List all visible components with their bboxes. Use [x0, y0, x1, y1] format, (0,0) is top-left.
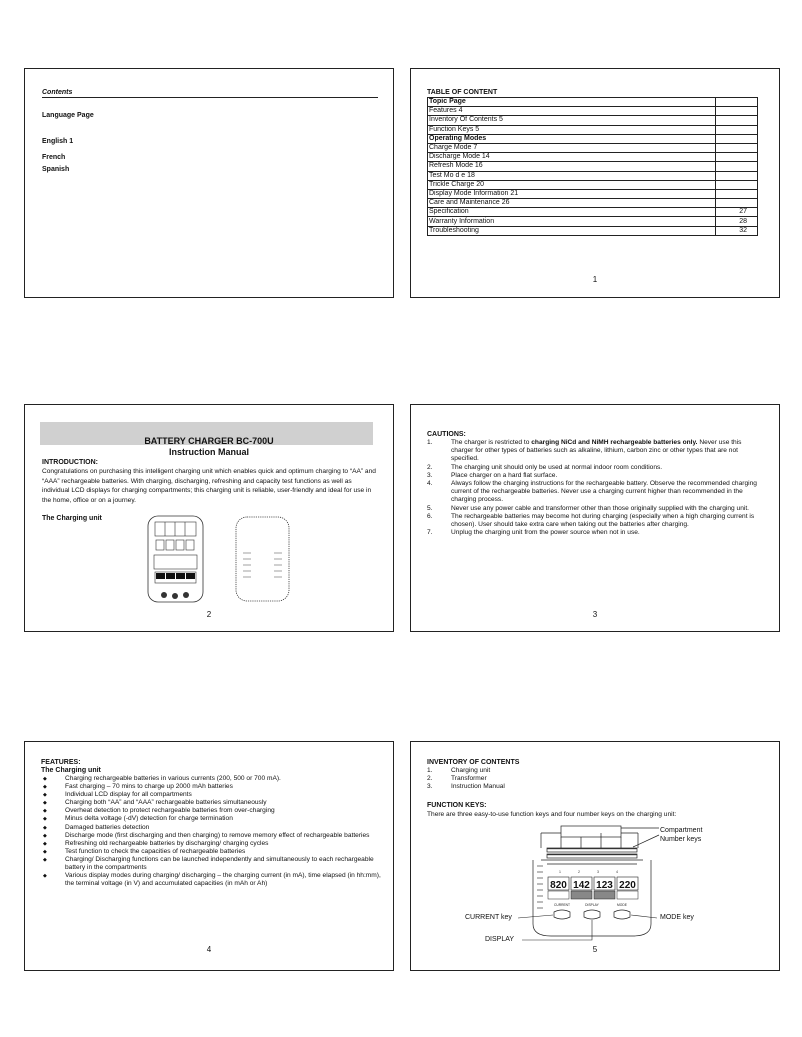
- front-panel-diagram: [411, 824, 779, 944]
- lcd-value-2: 142: [573, 880, 590, 891]
- caution-number: 1.: [427, 439, 433, 446]
- toc-row[interactable]: [428, 116, 758, 125]
- inventory-item: [427, 767, 727, 775]
- bullet-icon: ◆: [43, 776, 47, 782]
- caution-item: [427, 472, 760, 480]
- caution-text: The rechargeable batteries may become hot during charging (especially when a high charging current is chosen). User should take extra care when taking out the batteries after charging.: [451, 512, 755, 529]
- toc-row[interactable]: [428, 153, 758, 162]
- feature-text: Refreshing old rechargeable batteries by discharging/ charging cycles: [65, 839, 269, 847]
- feature-item: [41, 783, 381, 791]
- toc-entry-page: 28: [716, 217, 758, 226]
- toc-entry-label: Troubleshooting: [428, 226, 716, 235]
- caution-number: 6.: [427, 512, 433, 520]
- page-number: 2: [206, 610, 212, 619]
- manual-subtitle: Instruction Manual: [168, 447, 249, 457]
- charger-illustration: [143, 513, 293, 609]
- caution-text: The charger is restricted to: [451, 439, 532, 446]
- features-list: [41, 775, 381, 888]
- feature-text: Damaged batteries detection: [65, 823, 150, 831]
- toc-row[interactable]: [428, 134, 758, 143]
- inventory-number: 2.: [427, 775, 433, 783]
- page-number: 4: [206, 945, 212, 954]
- bullet-icon: ◆: [43, 832, 47, 839]
- toc-entry-page: [716, 180, 758, 189]
- inventory-list: [427, 767, 727, 792]
- page-features: [24, 741, 394, 971]
- toc-entry-label: Trickle Charge 20: [428, 180, 716, 189]
- caution-emphasis: charging NiCd and NiMH rechargeable batteries only.: [531, 439, 698, 446]
- toc-row[interactable]: [428, 98, 758, 107]
- key-label-display: DISPLAY: [585, 903, 599, 907]
- toc-entry-label: Function Keys 5: [428, 125, 716, 134]
- compartment-number-2: 2: [578, 870, 580, 874]
- caution-number: 2.: [427, 463, 433, 471]
- bullet-icon: ◆: [43, 800, 47, 807]
- inventory-text: Instruction Manual: [451, 783, 505, 791]
- toc-row[interactable]: [428, 162, 758, 171]
- toc-row[interactable]: [428, 217, 758, 226]
- feature-text: Test function to check the capacities of rechargeable batteries: [65, 847, 246, 855]
- bullet-icon: ◆: [43, 808, 47, 815]
- toc-entry-label: Specification: [428, 208, 716, 217]
- feature-item: [41, 832, 381, 840]
- feature-text: Charging/ Discharging functions can be launched independently and simultaneously to each rechargeable battery in the compartments: [65, 855, 374, 872]
- inventory-item: [427, 775, 727, 783]
- language-french[interactable]: French: [42, 154, 66, 161]
- language-spanish[interactable]: Spanish: [42, 166, 70, 173]
- feature-item: [41, 791, 381, 799]
- language-english[interactable]: English 1: [42, 138, 74, 145]
- caution-item: [427, 505, 760, 513]
- page-cautions: [410, 404, 780, 632]
- bullet-icon: ◆: [43, 816, 47, 823]
- key-label-current: CURRENT: [553, 903, 571, 907]
- compartment-number-4: 4: [616, 870, 618, 874]
- feature-text: Discharge mode (first discharging and then charging) to remove memory effect of rechargeable batteries: [65, 831, 370, 839]
- feature-item: [41, 815, 381, 823]
- compartment-label: Compartment: [660, 827, 703, 834]
- display-label: DISPLAY: [485, 936, 515, 943]
- intro-heading: INTRODUCTION:: [42, 459, 98, 466]
- toc-row[interactable]: [428, 208, 758, 217]
- toc-entry-label: Care and Maintenance 26: [428, 199, 716, 208]
- feature-text: Minus delta voltage (-dV) detection for charge termination: [65, 815, 233, 823]
- feature-text: Various display modes during charging/ discharging – the charging current (in mA), time elapsed (in hh:mm), the terminal voltage (in V) and accumulated capacities (in mAh or Ah): [65, 872, 381, 888]
- page-inventory: [410, 741, 780, 971]
- page-number: 1: [592, 275, 598, 284]
- toc-entry-label: Display Mode Information 21: [428, 189, 716, 198]
- caution-item: [427, 480, 760, 505]
- inventory-number: 3.: [427, 783, 433, 791]
- feature-text: Overheat detection to protect rechargeable batteries from over-charging: [65, 807, 275, 815]
- toc-entry-page: [716, 199, 758, 208]
- feature-item: [41, 824, 381, 832]
- language-page-header: Language Page: [42, 112, 94, 119]
- caution-text: Always follow the charging instructions for the rechargeable battery. Observe the recommended charging current of the rechargeable batteries. Never use a charging current higher than recommended in the charging process.: [451, 480, 757, 504]
- page-number: 5: [592, 945, 598, 954]
- toc-entry-page: [716, 125, 758, 134]
- feature-item: [41, 856, 381, 872]
- page-table-of-content: [410, 68, 780, 298]
- page-number: 3: [592, 610, 598, 619]
- toc-entry-page: [716, 116, 758, 125]
- contents-title: Contents: [42, 89, 378, 98]
- key-label-mode: MODE: [617, 903, 627, 907]
- inventory-text: Transformer: [451, 775, 487, 783]
- toc-row[interactable]: [428, 199, 758, 208]
- bullet-icon: ◆: [43, 824, 47, 831]
- bullet-icon: ◆: [43, 784, 47, 791]
- caution-item: [427, 439, 760, 464]
- toc-table: [427, 97, 758, 236]
- toc-entry-page: [716, 171, 758, 180]
- toc-row[interactable]: [428, 189, 758, 198]
- feature-item: [41, 799, 381, 807]
- feature-item: [41, 840, 381, 848]
- toc-row[interactable]: [428, 107, 758, 116]
- toc-row[interactable]: [428, 125, 758, 134]
- mode-key-label: MODE key: [660, 914, 694, 921]
- caution-number: 3.: [427, 471, 433, 479]
- caution-number: 4.: [427, 480, 433, 488]
- caution-item: [427, 513, 760, 529]
- toc-entry-page: [716, 153, 758, 162]
- caution-text: The charging unit should only be used at normal indoor room conditions.: [451, 463, 663, 471]
- lcd-value-4: 220: [619, 880, 636, 891]
- feature-text: Individual LCD display for all compartments: [65, 791, 192, 799]
- compartment-number-1: 1: [559, 870, 561, 874]
- bullet-icon: ◆: [43, 848, 47, 855]
- lcd-value-3: 123: [596, 880, 613, 891]
- toc-entry-label: Topic Page: [428, 98, 716, 107]
- toc-entry-label: Inventory Of Contents 5: [428, 116, 716, 125]
- feature-item: [41, 807, 381, 815]
- toc-entry-page: [716, 189, 758, 198]
- mode-key: [614, 910, 630, 919]
- caution-number: 5.: [427, 504, 433, 512]
- function-keys-text: There are three easy-to-use function keys and four number keys on the charging unit:: [427, 811, 677, 818]
- caution-text: Unplug the charging unit from the power source when not in use.: [451, 529, 640, 537]
- page-introduction: [24, 404, 394, 632]
- inventory-number: 1.: [427, 767, 433, 774]
- bullet-icon: ◆: [43, 856, 47, 863]
- number-keys-label: Number keys: [660, 836, 702, 843]
- toc-entry-label: Features 4: [428, 107, 716, 116]
- caution-text-continued: Never use this charger for other types of batteries such as alkaline, lithium, carbon zinc or other types that are not specified.: [451, 439, 742, 463]
- caution-text: Never use any power cable and transformer other than those originally supplied with the charging unit.: [451, 504, 749, 512]
- feature-item: [41, 848, 381, 856]
- toc-entry-label: Charge Mode 7: [428, 143, 716, 152]
- toc-entry-label: Refresh Mode 16: [428, 162, 716, 171]
- features-subheading: The Charging unit: [41, 767, 101, 774]
- feature-text: Charging both “AA” and “AAA” rechargeable batteries simultaneously: [65, 799, 267, 807]
- toc-entry-page: 32: [716, 226, 758, 235]
- toc-entry-label: Operating Modes: [428, 134, 716, 143]
- toc-entry-page: [716, 162, 758, 171]
- caution-number: 7.: [427, 529, 433, 537]
- caution-text: Place charger on a hard flat surface.: [451, 471, 558, 479]
- display-key: [584, 910, 600, 919]
- current-key-label: CURRENT key: [465, 914, 512, 921]
- feature-text: Charging rechargeable batteries in various currents (200, 500 or 700 mA).: [65, 775, 281, 782]
- compartment-number-3: 3: [597, 870, 599, 874]
- toc-entry-label: Test Mo d e 18: [428, 171, 716, 180]
- caution-item: [427, 464, 760, 472]
- feature-item: [41, 872, 381, 888]
- bullet-icon: ◆: [43, 840, 47, 847]
- bullet-icon: ◆: [43, 873, 47, 880]
- inventory-heading: INVENTORY OF CONTENTS: [427, 759, 520, 766]
- current-key: [554, 910, 570, 919]
- toc-title: TABLE OF CONTENT: [427, 89, 498, 96]
- toc-row[interactable]: [428, 180, 758, 189]
- toc-entry-page: [716, 107, 758, 116]
- toc-row[interactable]: [428, 171, 758, 180]
- bullet-icon: ◆: [43, 792, 47, 799]
- toc-entry-label: Discharge Mode 14: [428, 153, 716, 162]
- inventory-text: Charging unit: [451, 767, 491, 774]
- toc-entry-page: 27: [716, 208, 758, 217]
- cautions-list: [427, 439, 760, 537]
- manual-title: BATTERY CHARGER BC-700U: [144, 436, 274, 446]
- feature-item: [41, 775, 381, 783]
- function-keys-heading: FUNCTION KEYS:: [427, 802, 487, 809]
- charging-unit-heading: The Charging unit: [42, 515, 102, 522]
- toc-entry-page: [716, 98, 758, 107]
- lcd-value-1: 820: [550, 880, 567, 891]
- page-contents: [24, 68, 394, 298]
- toc-row[interactable]: [428, 226, 758, 235]
- caution-item: [427, 529, 760, 537]
- features-heading: FEATURES:: [41, 759, 81, 766]
- toc-entry-page: [716, 143, 758, 152]
- toc-entry-label: Warranty Information: [428, 217, 716, 226]
- inventory-item: [427, 783, 727, 791]
- feature-text: Fast charging – 70 mins to charge up 2000 mAh batteries: [65, 783, 233, 791]
- toc-entry-page: [716, 134, 758, 143]
- cautions-heading: CAUTIONS:: [427, 431, 466, 438]
- intro-text: Congratulations on purchasing this intelligent charging unit which enables quick and optimum charging to “AA” and “AAA” rechargeable batteries. With charging, discharging, refreshing and capacity test functions as well as individual LCD displays for charging compartments; this charging unit is reliable, user-friendly and ideal for use in the home, office or on a journey.: [42, 468, 376, 504]
- toc-row[interactable]: [428, 143, 758, 152]
